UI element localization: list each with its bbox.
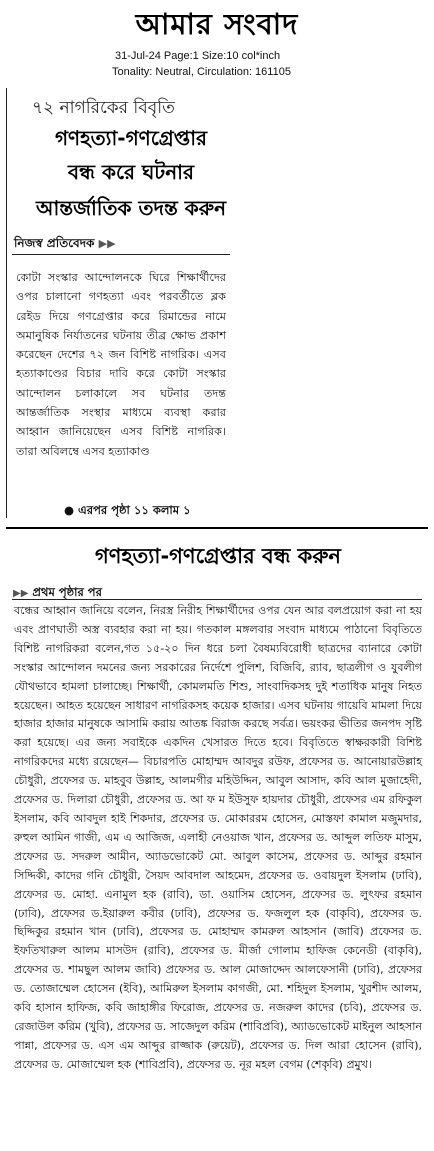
- story2-headline: গণহত্যা-গণগ্রেপ্তার বন্ধ করুন: [95, 544, 341, 568]
- clip-meta-date-size: 31-Jul-24 Page:1 Size:10 col*inch: [115, 50, 281, 62]
- left-column-border: [6, 88, 7, 518]
- byline-rule: [12, 254, 230, 255]
- story1-continuation: ● এরপর পৃষ্ঠা ১১ কলাম ১: [64, 503, 191, 517]
- story1-kicker: ৭২ নাগরিকের বিবৃতি: [32, 98, 175, 118]
- continued-rule: [12, 599, 422, 600]
- continued-from-text: প্রথম পৃষ্ঠার পর: [32, 585, 102, 599]
- story2-body: বন্ধের আহ্বান জানিয়ে বলেন, নিরস্ত্র নিরীহ শিক্ষার্থীদের ওপর যেন আর বলপ্রয়োগ করা না হয় এবং প্রাণঘাতী অস্ত্র ব্যবহার করা না হয়। গতকাল মঙ্গলবার সংবাদ মাধ্যমে পাঠানো বিবৃতিতে বিশিষ্ট নাগরিকরা বলেন,গত ১৫-২০ দিন ধরে চলা বৈষম্যবিরোধী ছাত্রদের ব্যানারে কোটা সংস্কার আন্দোলন দমনের জন্য সরকারের নির্দেশে পুলিশ, বিজিবি, র‍্যাব, ছাত্রলীগ ও যুবলীগ যৌথভাবে হামলা চালাচ্ছে। শিক্ষার্থী, কোমলমতি শিশু, সাংবাদিকসহ দুই শতাধিক মানুষ নিহত হয়েছেন। আহত হয়েছেন সাধারণ নাগরিকসহ কয়েক হাজার। এসব ঘটনায় গায়েবি মামলা দিয়ে হাজার হাজার মানুষকে আসামি করায় আতঙ্ক বিরাজ করছে সর্বত্র। ভয়ংকর ভীতির জনপদ সৃষ্টি করা হয়েছে। এর জন্য সবাইকে একদিন খেসারত দিতে হবে। বিবৃতিতে স্বাক্ষরকারী বিশিষ্ট নাগরিকদের মধ্যে রয়েছেন— বিচারপতি মোহাম্মদ আবদুর রউফ, প্রফেসর ড. আনোয়ারউল্লাহ চৌধুরী, প্রফেসর ড. মাহবুব উল্লাহ, আলমগীর মহিউদ্দিন, আবুল আসাদ, কবি আল মুজাহেদী, প্রফেসর ড. দিলারা চৌধুরী, প্রফেসর ড. আ ফ ম ইউসুফ হায়দার চৌধুরী, প্রফেসর এম রফিকুল ইসলাম, কবি আবদুল হাই শিকদার, প্রফেসর ড. মোকাররম হোসেন, মোস্তফা কামাল মজুমদার, রুহুল আমিন গাজী, এম এ আজিজ, এলাহী নেওয়াজ খান, প্রফেসর ড. আব্দুল লতিফ মাসুম, প্রফেসর ড. সদরুল আমীন, অ্যাডভোকেট মো. আবুল কাসেম, প্রফেসর ড. আব্দুর রহমান সিদ্দিকী, কাদের গনি চৌধুরী, সৈয়দ আবদাল আহমেদ, প্রফেসর ড. ওবায়দুল ইসলাম (ঢাবি), প্রফেসর ড. মোহা. এনামুল হক (রাবি), ডা. ওয়াসিম হোসেন, প্রফেসর ড. লুৎফর রহমান (ঢাবি), প্রফেসর ড.ইয়ারুল কবীর (ঢাবি), প্রফেসর ড. ফজলুল হক (বাকৃবি), প্রফেসর ড. ছিদ্দিকুর রহমান খান (ঢাবি), প্রফেসর ড. মোহাম্মদ কামরুল আহসান (জাবি) প্রফেসর ড. ইফতিখারুল আলম মাসউদ (রাবি), প্রফেসর ড. মীর্জা গোলাম হাফিজ কেনেডী (বাকৃবি), প্রফেসর ড. শামছুল আলম জাবি) প্রফেসর ড. আল মোজাদ্দেদ আলফেসানী (ঢাবি), প্রফেসর ড. তোজাম্মেল হোসেন (ইবি), আমিরুল ইসলাম কাগজী, মো. শহিদুল ইসলাম, খুরশীদ আলম, কবি হাসান হাফিজ, কবি জাহাঙ্গীর ফিরোজ, প্রফেসর ড. নজরুল কাদের (চবি), প্রফেসর ড. রেজাউল করিম (খুবি), প্রফেসর ড. সাজেদুল করিম (শাবিপ্রবি), অ্যাডভোকেট মাইনুল আহসান পান্না, প্রফেসর ড. এস এম আব্দুর রাজ্জাক (রুয়েট), প্রফেসর ড. দিল আরা হোসেন (রাবি), প্রফেসর ড. মোজাম্মেল হক (শাবিপ্রবি), প্রফেসর ড. নূর মহল বেগম (শেকৃবি) প্রমুখ।: [14, 604, 422, 1071]
- clip-meta-tonality: Tonality: Neutral, Circulation: 161105: [112, 66, 291, 78]
- double-right-arrow-icon: ▶▶: [98, 237, 116, 250]
- story1-headline-line2: বন্ধ করে ঘটনার: [68, 160, 194, 184]
- story1-body: কোটা সংস্কার আন্দোলনকে ঘিরে শিক্ষার্থীদের ওপর চালানো গণহত্যা এবং পরবর্তীতে ব্লক রেইড দিয়ে গণগ্রেপ্তার করে রিমান্ডের নামে অমানুষিক নির্যাতনের ঘটনায় তীব্র ক্ষোভ প্রকাশ করেছেন দেশের ৭২ জন বিশিষ্ট নাগরিক। এসব হত্যাকাণ্ডের বিচার দাবি করে কোটা সংস্কার আন্দোলন চলাকালে সব ঘটনার তদন্ত আন্তর্জাতিক সংস্থার মাধ্যমে ব্যবস্থা করার আহ্বান জানিয়েছেন এসব বিশিষ্ট নাগরিক। তারা অবিলম্বে এসব হত্যাকাণ্ড: [16, 271, 226, 458]
- section-divider: [6, 527, 428, 529]
- byline-text: নিজস্ব প্রতিবেদক: [14, 236, 95, 250]
- story1-byline: [14, 235, 116, 255]
- story2-continued-from: [13, 584, 102, 603]
- story1-headline-line1: গণহত্যা-গণগ্রেপ্তার: [54, 126, 208, 150]
- masthead-title: আমার সংবাদ: [135, 7, 299, 41]
- double-right-arrow-icon: ▶▶: [13, 588, 29, 599]
- story1-headline-line3: আন্তর্জাতিক তদন্ত করুন: [35, 196, 227, 220]
